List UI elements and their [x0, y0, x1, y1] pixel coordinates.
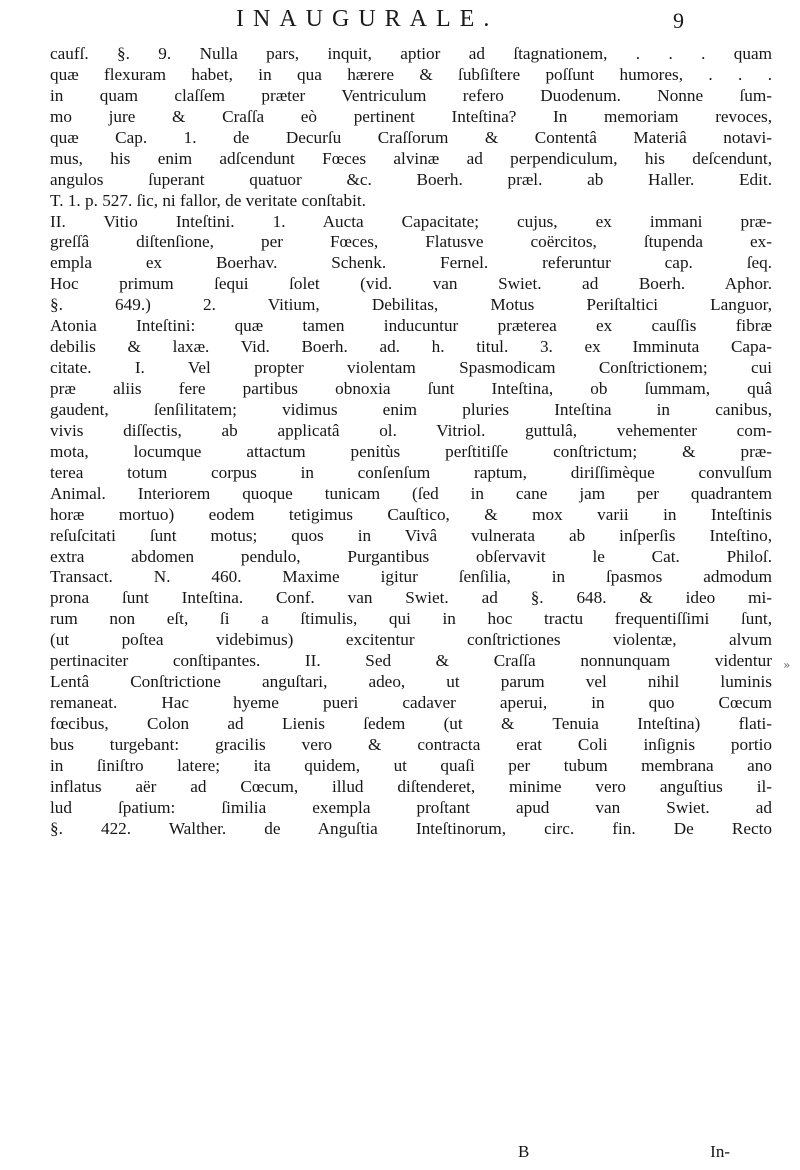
body-text — [50, 44, 772, 840]
text-line: rum non eſt, ſi a ſtimulis, qui in hoc tractu frequentiſſimi ſunt, — [50, 609, 772, 629]
signature-mark: B — [518, 1142, 530, 1161]
text-line: debilis & laxæ. Vid. Boerh. ad. h. titul. 3. ex Imminuta Capa- — [50, 337, 772, 357]
text-line: II. Vitio Inteſtini. 1. Aucta Capacitate; cujus, ex immani præ- — [50, 211, 772, 231]
text-line: T. 1. p. 527. ſic, ni fallor, de veritate conſtabit. — [50, 190, 366, 210]
catchword: In- — [710, 1142, 730, 1161]
text-line: Animal. Interiorem quoque tunicam (ſed in cane jam per quadrantem — [50, 483, 772, 503]
page-number: 9 — [673, 8, 684, 33]
text-line: Atonia Inteſtini: quæ tamen inducuntur præterea ex cauſſis fibræ — [50, 316, 772, 336]
text-line: quæ Cap. 1. de Decurſu Craſſorum & Contentâ Materiâ notavi- — [50, 127, 772, 147]
text-line: empla ex Boerhav. Schenk. Fernel. referuntur cap. ſeq. — [50, 253, 772, 273]
text-line: terea totum corpus in conſenſum raptum, diriſſimèque convulſum — [50, 462, 772, 482]
page-footer — [470, 1142, 730, 1164]
text-line: extra abdomen pendulo, Purgantibus obſervavit le Cat. Philoſ. — [50, 546, 772, 566]
text-line: lud ſpatium: ſimilia exempla proſtant apud van Swiet. ad — [50, 797, 772, 817]
text-line: greſſâ diſtenſione, per Fœces, Flatusve coërcitos, ſtupenda ex- — [50, 232, 772, 252]
text-line: §. 422. Walther. de Anguſtia Inteſtinorum, circ. fin. De Recto — [50, 818, 772, 838]
text-line: Hoc primum ſequi ſolet (vid. van Swiet. ad Boerh. Aphor. — [50, 274, 772, 294]
margin-mark: » — [783, 658, 791, 672]
running-head — [140, 6, 700, 40]
text-line: in ſiniſtro latere; ita quidem, ut quaſi per tubum membrana ano — [50, 755, 772, 775]
text-line: præ aliis fere partibus obnoxia ſunt Inteſtina, ob ſummam, quâ — [50, 379, 772, 398]
text-line: citate. I. Vel propter violentam Spasmodicam Conſtrictionem; cui — [50, 358, 772, 378]
text-line: reſuſcitati ſunt motus; quos in Vivâ vulnerata ab inſperſis Inteſtino, — [50, 525, 772, 545]
text-line: gaudent, ſenſilitatem; vidimus enim pluries Inteſtina in canibus, — [50, 399, 772, 419]
text-line: caufſ. §. 9. Nulla pars, inquit, aptior ad ſtagnationem, . . . quam — [50, 44, 772, 63]
text-line: horæ mortuo) eodem tetigimus Cauſtico, & mox varii in Inteſtinis — [50, 504, 772, 524]
text-line: prona ſunt Inteſtina. Conf. van Swiet. ad §. 648. & ideo mi- — [50, 588, 772, 608]
text-line: bus turgebant: gracilis vero & contracta erat Coli inſignis portio — [50, 734, 772, 754]
text-line: mota, locumque attactum penitùs perſtitiſſe conſtrictum; & præ- — [50, 441, 772, 461]
text-line: mo jure & Craſſa eò pertinent Inteſtina? In memoriam revoces, — [50, 106, 772, 126]
text-line: quæ flexuram habet, in qua hærere & ſubſiſtere poſſunt humores, . . . — [50, 64, 772, 84]
text-line: Transact. N. 460. Maxime igitur ſenſilia, in ſpasmos admodum — [50, 567, 772, 587]
running-title: INAUGURALE. — [236, 6, 499, 32]
text-line: mus, his enim adſcendunt Fœces alvinæ ad perpendiculum, his deſcendunt, — [50, 148, 772, 168]
text-line: §. 649.) 2. Vitium, Debilitas, Motus Periſtaltici Languor, — [50, 295, 772, 315]
text-line: inflatus aër ad Cœcum, illud diſtenderet, minime vero anguſtius il- — [50, 776, 772, 796]
text-line: angulos ſuperant quatuor &c. Boerh. præl. ab Haller. Edit. — [50, 169, 772, 189]
text-line: remaneat. Hac hyeme pueri cadaver aperui, in quo Cœcum — [50, 693, 772, 713]
text-line: pertinaciter conſtipantes. II. Sed & Craſſa nonnunquam videntur — [50, 651, 772, 671]
text-line: in quam claſſem præter Ventriculum refero Duodenum. Nonne ſum- — [50, 85, 772, 105]
text-line: fœcibus, Colon ad Lienis ſedem (ut & Tenuia Inteſtina) flati- — [50, 714, 772, 733]
text-line: Lentâ Conſtrictione anguſtari, adeo, ut parum vel nihil luminis — [50, 672, 772, 692]
text-line: (ut poſtea videbimus) excitentur conſtrictiones violentæ, alvum — [50, 630, 772, 650]
text-line: vivis diſſectis, ab applicatâ ol. Vitriol. guttulâ, vehementer com- — [50, 420, 772, 440]
